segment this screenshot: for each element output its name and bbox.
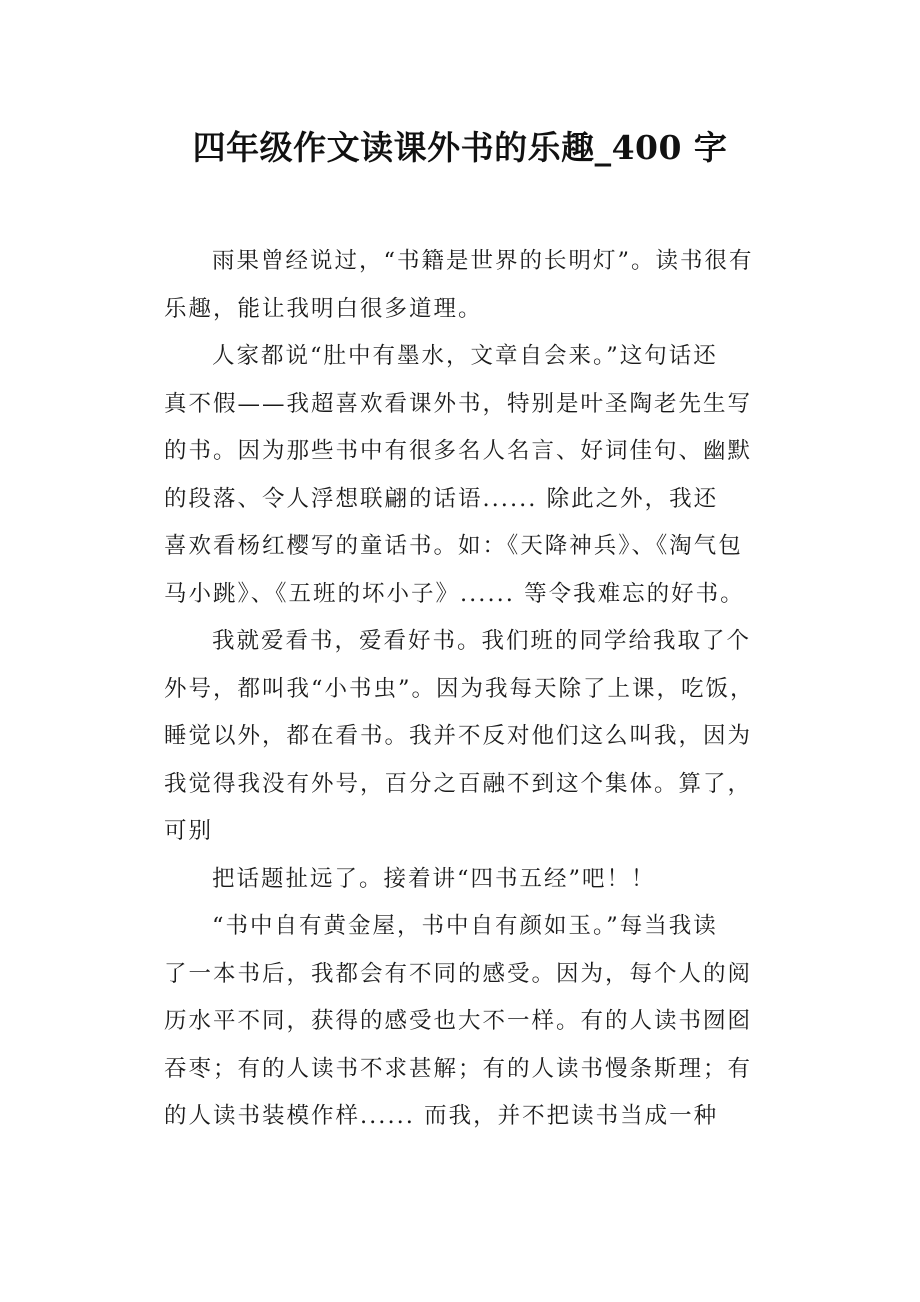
paragraph-line: 我就爱看书，爱看好书。我们班的同学给我取了个 — [212, 628, 752, 654]
paragraph-line: 的人读书装模作样...... 而我，并不把读书当成一种 — [164, 1103, 719, 1129]
paragraph-line: 历水平不同，获得的感受也大不一样。有的人读书囫囵 — [164, 1008, 753, 1034]
paragraph-line: 我觉得我没有外号，百分之百融不到这个集体。算了， — [164, 770, 753, 797]
paragraph-line: “书中自有黄金屋，书中自有颜如玉。”每当我读 — [212, 913, 718, 939]
paragraph-line: 的段落、令人浮想联翩的话语...... 除此之外，我还 — [164, 485, 719, 512]
paragraph-line: 人家都说“肚中有墨水，文章自会来。”这句话还 — [212, 343, 718, 369]
paragraph-line: 外号，都叫我“小书虫”。因为我每天除了上课，吃饭， — [164, 675, 755, 702]
document-body — [164, 238, 758, 1141]
paragraph-line: 的书。因为那些书中有很多名人名言、好词佳句、幽默 — [164, 438, 753, 464]
paragraph-line: 乐趣，能让我明白很多道理。 — [164, 295, 483, 322]
paragraph-line: 可别 — [164, 818, 214, 844]
paragraph-line: 雨果曾经说过，“书籍是世界的长明灯”。读书很有 — [212, 248, 754, 274]
paragraph-line: 睡觉以外，都在看书。我并不反对他们这么叫我，因为 — [164, 723, 753, 749]
paragraph-line: 了一本书后，我都会有不同的感受。因为，每个人的阅 — [164, 960, 753, 987]
paragraph-line: 马小跳》、《五班的坏小子》...... 等令我难忘的好书。 — [164, 580, 745, 607]
paragraph-line: 吞枣；有的人读书不求甚解；有的人读书慢条斯理；有 — [164, 1055, 753, 1082]
paragraph-line: 喜欢看杨红樱写的童话书。如：《天降神兵》、《淘气包 — [164, 533, 743, 559]
paragraph-line: 把话题扯远了。接着讲“四书五经”吧！！ — [212, 865, 656, 892]
document-title: 四年级作文读课外书的乐趣_400 字 — [192, 128, 728, 167]
paragraph-line: 真不假——我超喜欢看课外书，特别是叶圣陶老先生写 — [164, 390, 753, 417]
